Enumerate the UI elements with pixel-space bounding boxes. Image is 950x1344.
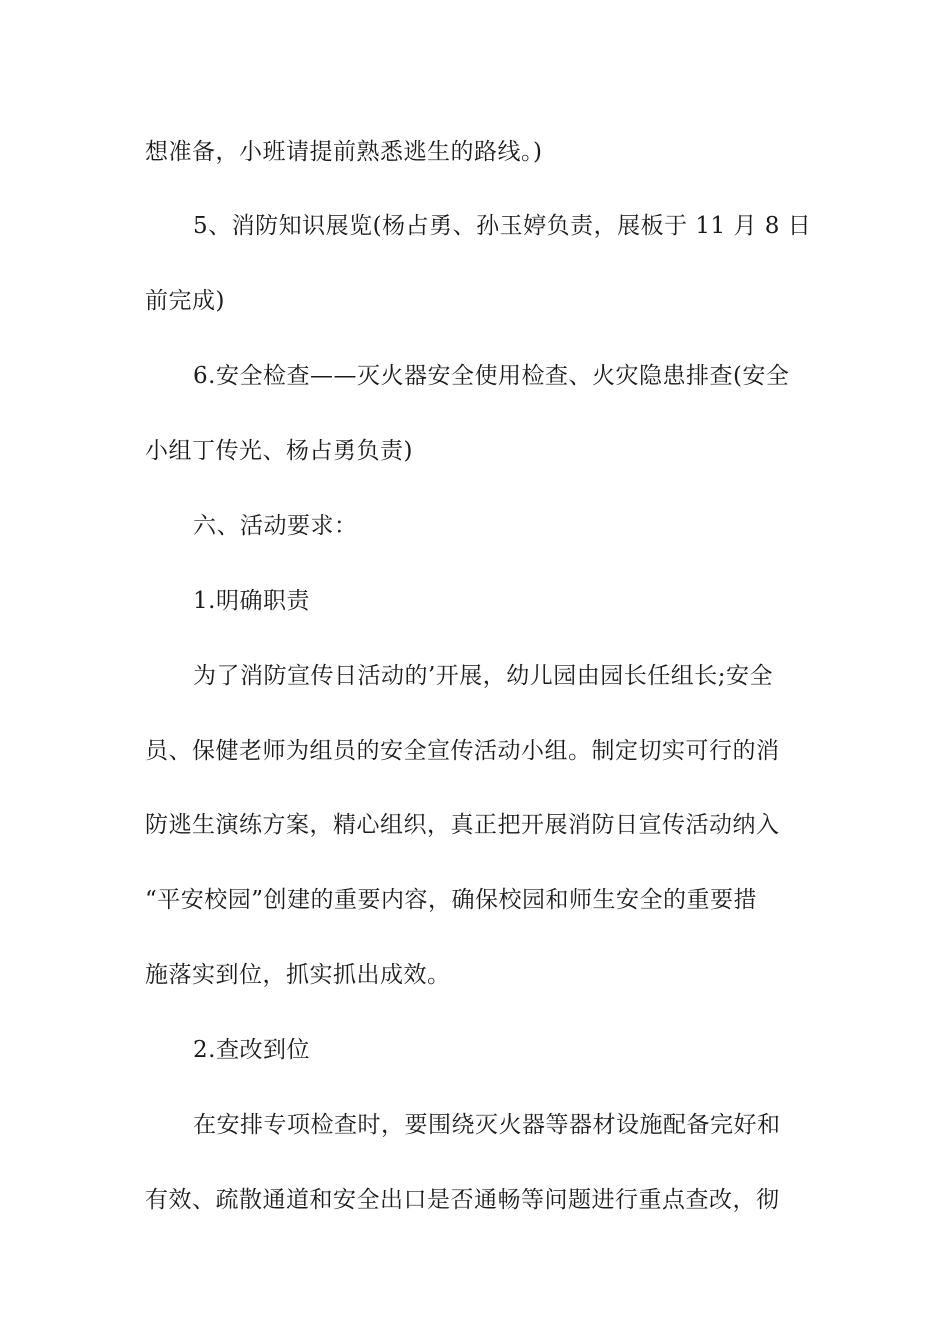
text-line: 有效、疏散通道和安全出口是否通畅等问题进行重点查改，彻 (145, 1187, 780, 1213)
text-line: 想准备，小班请提前熟悉逃生的路线。) (145, 139, 543, 165)
text-line: “平安校园”创建的重要内容，确保校园和师生安全的重要措 (145, 887, 758, 913)
text-line: 5、消防知识展览(杨占勇、孙玉婷负责，展板于 11 月 8 日 (193, 213, 812, 239)
text-line: 防逃生演练方案，精心组织，真正把开展消防日宣传活动纳入 (145, 812, 780, 838)
text-line: 小组丁传光、杨占勇负责) (145, 438, 413, 464)
section-heading: 六、活动要求： (193, 513, 358, 539)
text-line: 前完成) (145, 288, 225, 314)
text-line: 6.安全检查——灭火器安全使用检查、火灾隐患排查(安全 (193, 363, 790, 389)
subsection-heading: 1.明确职责 (193, 588, 310, 614)
text-line: 为了消防宣传日活动的’开展，幼儿园由园长任组长;安全 (193, 663, 774, 689)
text-line: 员、保健老师为组员的安全宣传活动小组。制定切实可行的消 (145, 738, 780, 764)
text-line: 在安排专项检查时，要围绕灭火器等器材设施配备完好和 (193, 1112, 781, 1138)
subsection-heading: 2.查改到位 (193, 1037, 310, 1063)
text-line: 施落实到位，抓实抓出成效。 (145, 962, 451, 988)
